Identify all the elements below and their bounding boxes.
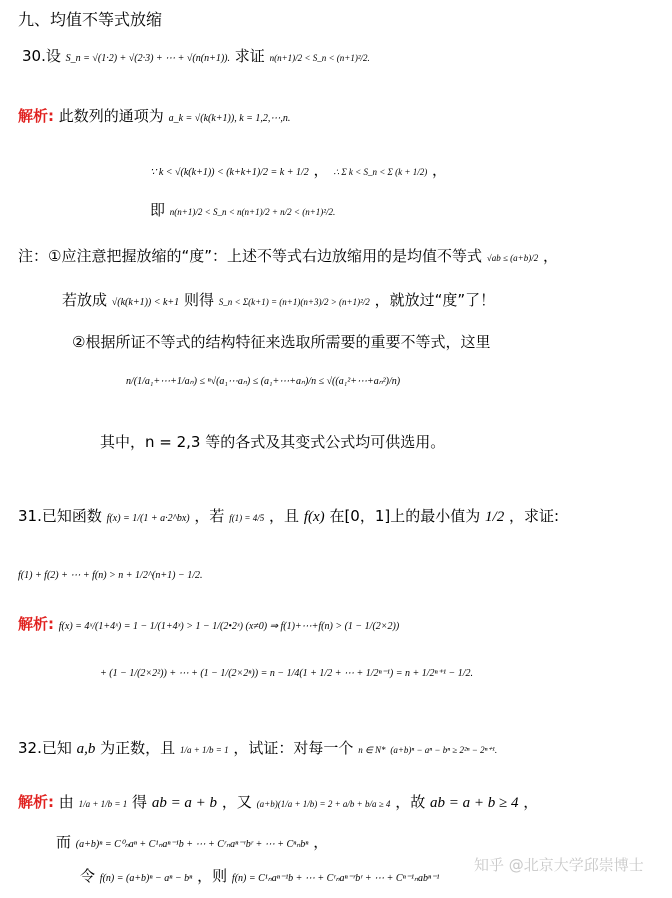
analysis-30-ji: 即 <box>150 201 166 219</box>
analysis-30-step3: n(n+1)/2 < S_n < n(n+1)/2 + n/2 < (n+1)²/2. <box>169 207 336 217</box>
analysis-32-result: ab = a + b ≥ 4 <box>430 795 519 811</box>
analysis-32-inequality: (a+b)(1/a + 1/b) = 2 + a/b + b/a ≥ 4 <box>256 799 391 809</box>
note-line-2 <box>62 290 495 313</box>
analysis-30-conclusion <box>150 200 335 222</box>
problem-30-prove: 求证 <box>234 47 265 65</box>
note-example-1: √(k(k+1)) < k+1 <box>111 297 180 308</box>
problem-31-function: f(x) = 1/(1 + a·2^bx) <box>106 513 190 524</box>
problem-31-condition: f(1) = 4/5 <box>229 513 265 523</box>
analysis-32-you2: ，又 <box>221 793 252 811</box>
analysis-32-ling: 令 <box>80 867 96 885</box>
analysis-32-comma: ， <box>523 793 539 811</box>
problem-31-text4: 在[0，1]上的最小值为 <box>329 507 481 525</box>
analysis-30-intro: 此数列的通项为 <box>58 107 164 125</box>
problem-32-n-in: n ∈ N* <box>358 745 386 755</box>
note-line-4: 其中，n = 2,3 等的各式及其变式公式均可供选用。 <box>100 433 446 451</box>
problem-30-number: 30.设 <box>22 47 61 65</box>
analysis-32-condition: 1/a + 1/b = 1 <box>78 799 128 809</box>
problem-32-claim: (a+b)ⁿ − aⁿ − bⁿ ≥ 2²ⁿ − 2ⁿ⁺¹. <box>390 745 498 755</box>
analysis-30 <box>18 106 290 129</box>
note-line-2a: 若放成 <box>62 291 108 309</box>
note-line-1: 注：①应注意把握放缩的“度”：上述不等式右边放缩用的是均值不等式 √ab ≤ (a+b)/2 ， <box>18 247 559 265</box>
note-mean-chain: n/(1/a₁+⋯+1/aₙ) ≤ ⁿ√(a₁⋯aₙ) ≤ (a₁+⋯+aₙ)/n ≤ √((a₁²+⋯+aₙ²)/n) <box>126 376 401 387</box>
problem-30-sum-definition: S_n = √(1·2) + √(2·3) + ⋯ + √(n(n+1)). <box>65 53 230 64</box>
analysis-32-f-definition: f(n) = (a+b)ⁿ − aⁿ − bⁿ <box>99 873 193 884</box>
analysis-31 <box>18 614 399 637</box>
analysis-32-gu: ，故 <box>395 793 426 811</box>
problem-32-text3: ，试证：对每一个 <box>233 739 354 757</box>
analysis-30-step-line: ∵ k < √(k(k+1)) < (k+k+1)/2 = k + 1/2 ， ∴ Σ k < S_n < Σ (k + 1/2) ， <box>150 161 448 179</box>
note-line-1-text: 注：①应注意把握放缩的“度”：上述不等式右边放缩用的是均值不等式 <box>18 247 482 265</box>
problem-31-text5: ，求证: <box>508 507 560 525</box>
problem-30 <box>22 46 370 69</box>
note-example-2: S_n < Σ(k+1) = (n+1)(n+3)/2 > (n+1)²/2 <box>218 297 370 307</box>
analysis-32-de: 得 <box>132 793 148 811</box>
analysis-32-binomial-line: 而 (a+b)ⁿ = C⁰ₙaⁿ + C¹ₙaⁿ⁻¹b + ⋯ + Cʳₙaⁿ⁻ʳbʳ + ⋯ + Cⁿₙbⁿ ， <box>56 833 329 851</box>
analysis-31-line1: f(x) = 4ˣ/(1+4ˣ) = 1 − 1/(1+4ˣ) > 1 − 1/(2•2ˣ) (x≠0) ⇒ f(1)+⋯+f(n) > (1 − 1/(2×2)) <box>58 621 400 632</box>
analysis-30-term: a_k = √(k(k+1)), k = 1,2,⋯,n. <box>168 113 291 124</box>
note-line-2c: ，就放过“度”了！ <box>374 291 496 309</box>
problem-32 <box>18 738 497 760</box>
analysis-label: 解析: <box>18 107 54 125</box>
note-line-2b: 则得 <box>183 291 214 309</box>
problem-31-fx: f(x) <box>303 509 325 525</box>
problem-32-text1: 32.已知 <box>18 739 72 757</box>
problem-31-text2: ，若 <box>194 507 225 525</box>
problem-32-condition: 1/a + 1/b = 1 <box>179 745 229 755</box>
analysis-32-label: 解析: <box>18 793 54 811</box>
problem-32-ab: a,b <box>76 741 96 757</box>
analysis-31-line2: + (1 − 1/(2×2²)) + ⋯ + (1 − 1/(2×2ⁿ)) = n − 1/4(1 + 1/2 + ⋯ + 1/2ⁿ⁻¹) = n + 1/2ⁿ⁺¹ − 1/2. <box>100 668 473 679</box>
section-title: 九、均值不等式放缩 <box>18 10 163 29</box>
problem-32-text2: 为正数，且 <box>100 739 176 757</box>
analysis-32-binomial: (a+b)ⁿ = C⁰ₙaⁿ + C¹ₙaⁿ⁻¹b + ⋯ + Cʳₙaⁿ⁻ʳbʳ + ⋯ + Cⁿₙbⁿ <box>75 839 309 850</box>
note-line-3: ②根据所证不等式的结构特征来选取所需要的重要不等式，这里 <box>72 333 491 351</box>
analysis-32-you: 由 <box>58 793 74 811</box>
analysis-30-step1: ∵ k < √(k(k+1)) < (k+k+1)/2 = k + 1/2 <box>150 167 309 178</box>
analysis-32-ab-eq: ab = a + b <box>151 795 218 811</box>
note-amgm: √ab ≤ (a+b)/2 <box>486 253 539 263</box>
problem-30-inequality: n(n+1)/2 < S_n < (n+1)²/2. <box>269 53 370 63</box>
watermark: 知乎 @北京大学邱崇博士 <box>474 856 644 874</box>
analysis-32-f-expansion: f(n) = C¹ₙaⁿ⁻¹b + ⋯ + Cʳₙaⁿ⁻ʳbʳ + ⋯ + Cⁿ⁻¹ₙabⁿ⁻¹ <box>231 873 440 884</box>
problem-31-claim: f(1) + f(2) + ⋯ + f(n) > n + 1/2^(n+1) − 1/2. <box>18 570 203 581</box>
analysis-32-er: 而 <box>56 833 72 851</box>
analysis-32 <box>18 792 538 814</box>
analysis-32-f-line <box>80 866 439 889</box>
analysis-32-ze: ，则 <box>197 867 228 885</box>
problem-31-text3: ，且 <box>269 507 300 525</box>
problem-31-min-value: 1/2 <box>485 509 505 525</box>
problem-31-text1: 31.已知函数 <box>18 507 102 525</box>
problem-31 <box>18 506 559 529</box>
analysis-31-label: 解析: <box>18 615 54 633</box>
analysis-30-step2: ∴ Σ k < S_n < Σ (k + 1/2) <box>333 167 428 177</box>
